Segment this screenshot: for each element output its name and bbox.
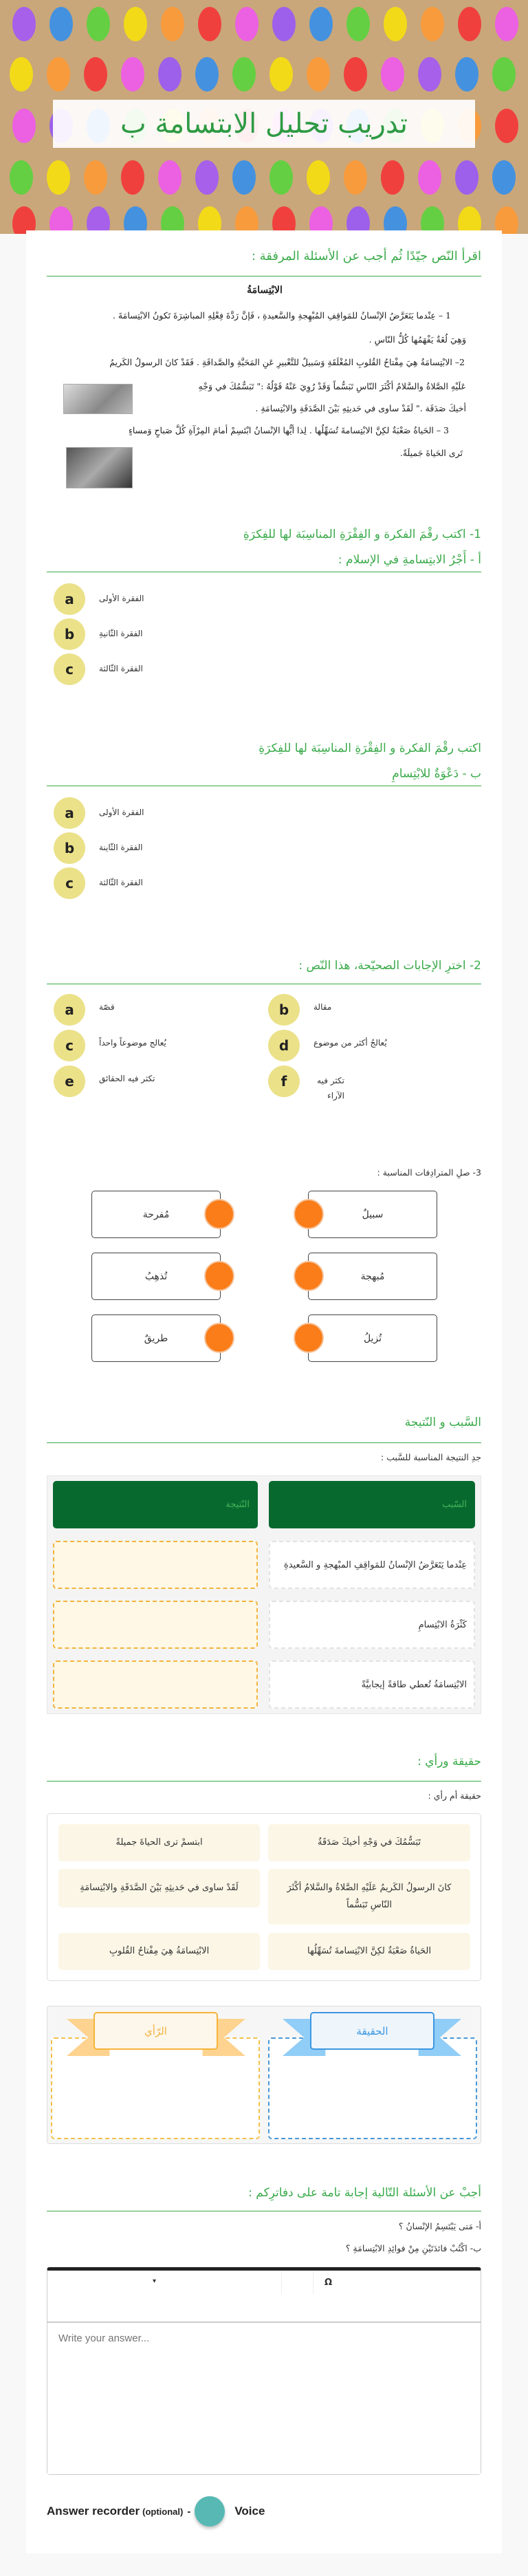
written-heading: أجبْ عن الأسئلة التّالية إجابة تامة على دفاترِكم : bbox=[248, 2186, 481, 2200]
q2-heading: 2- اخترِ الإجابات الصحيّحة، هذا النّص : bbox=[298, 959, 481, 973]
banner-dot bbox=[272, 7, 296, 41]
banner-dot bbox=[458, 7, 481, 41]
effect-dropzone[interactable] bbox=[53, 1601, 258, 1649]
banner-dot bbox=[309, 206, 333, 234]
statement-card[interactable]: الحَياةُ صَعْبَةٌ لكِنَّ الابْتِسامةَ تُسَهِّلُها bbox=[268, 1933, 470, 1970]
recorder-optional: (optional) bbox=[142, 2506, 184, 2517]
option-label: الفقرة الثّالثة bbox=[99, 664, 143, 673]
cause-item[interactable]: كَثْرَةُ الابْتِسامِ bbox=[269, 1601, 475, 1649]
statement-card[interactable]: لَقَدْ ساوى في حَديثِهِ بَيْنَ الصَّدَقَةِ والابْتِسامَةِ bbox=[58, 1869, 260, 1907]
banner-dot bbox=[124, 7, 147, 41]
divider bbox=[47, 1781, 481, 1782]
match-item-left[interactable]: تُذهِبُ bbox=[91, 1253, 221, 1300]
banner-dot bbox=[455, 160, 478, 195]
option-label: مقالة bbox=[314, 1002, 332, 1012]
answer-recorder bbox=[47, 2496, 265, 2526]
banner-dot bbox=[235, 206, 258, 234]
match-connector-handle[interactable] bbox=[294, 1261, 324, 1291]
match-item-left[interactable]: طريقٌ bbox=[91, 1314, 221, 1362]
smiling-child-photo bbox=[63, 384, 133, 414]
option-c-button[interactable]: c bbox=[54, 867, 85, 899]
passage-line: وَهِيَ لُغَةٌ يَفْهَمُها كُلُّ النّاسِ . bbox=[368, 334, 466, 345]
statement-card[interactable]: ابتسمْ ترى الحياةَ جميلةً bbox=[58, 1824, 260, 1861]
q1b-heading-line2: ب - دَعْوَةٌ للابْتِسامِ bbox=[392, 767, 481, 781]
cause-effect-heading: السَّبب و النّتيجة bbox=[404, 1416, 481, 1429]
banner-dot bbox=[198, 7, 221, 41]
banner-dot bbox=[458, 206, 481, 234]
banner-dot bbox=[307, 57, 330, 91]
option-b-button[interactable]: b bbox=[54, 832, 85, 864]
option-label: تكثر فيه الحقائق bbox=[99, 1074, 155, 1083]
option-label: يُعالج موضوعاً واحداً bbox=[99, 1038, 166, 1048]
banner-dot bbox=[455, 57, 478, 91]
option-label: الفقرة الثّانيةِ bbox=[99, 629, 143, 638]
banner-dot bbox=[344, 57, 367, 91]
title-box bbox=[53, 100, 475, 148]
cause-effect-subtitle: جدِ النتيجة المناسبة للسَّبب : bbox=[381, 1452, 481, 1462]
passage-line: 3 – الحَياةُ صَعْبَةٌ لكِنَّ الابْتِسامةَ تُسَهِّلُها . لِذا أيُّها الإنْسانُ ابْتَسِمْ أمامَ المِرْآةِ كُلَّ صَباحٍ وَمساءٍ bbox=[128, 425, 449, 435]
banner-dot bbox=[384, 206, 407, 234]
voice-label: Voice bbox=[234, 2504, 265, 2518]
cause-item[interactable]: الابْتِسامَةُ تُعطي طاقةً إيجابيَّةً bbox=[269, 1660, 475, 1709]
option-d-button[interactable]: d bbox=[268, 1030, 300, 1061]
banner-dot bbox=[12, 7, 36, 41]
option-label: يُعالجُ أكثر من موضوع bbox=[314, 1038, 387, 1048]
q1b-heading-line1: اكتب رقْمَ الفكرة و الفِقْرَةِ المناسِبَة لها للفِكرَةِ bbox=[258, 742, 481, 755]
column-header-cause: السّبب bbox=[269, 1481, 475, 1528]
banner-dot bbox=[346, 7, 370, 41]
banner-dot bbox=[50, 7, 73, 41]
option-f-button[interactable]: f bbox=[268, 1065, 300, 1097]
option-a-button[interactable]: a bbox=[54, 797, 85, 829]
banner-dot bbox=[195, 57, 219, 91]
option-label: قصّة bbox=[99, 1002, 115, 1012]
banner-dot bbox=[84, 160, 107, 195]
toolbar-separator bbox=[313, 2273, 314, 2295]
banner-dot bbox=[87, 7, 110, 41]
banner-dot bbox=[10, 160, 33, 195]
banner-dot bbox=[84, 57, 107, 91]
option-label: الفقرة الأولى bbox=[99, 594, 144, 603]
match-connector-handle[interactable] bbox=[204, 1199, 234, 1229]
banner-dot bbox=[124, 206, 147, 234]
banner-dot bbox=[421, 206, 444, 234]
banner-dot bbox=[47, 57, 70, 91]
banner-dot bbox=[495, 109, 518, 143]
statement-card[interactable]: كانَ الرسولُ الكَريمُ عَلَيْهِ الصَّلاةُ والسَّلامُ أكْثَرَ النّاسِ تَبَسُّماً bbox=[268, 1869, 470, 1925]
editor-toolbar bbox=[47, 2271, 481, 2323]
banner-dot bbox=[235, 7, 258, 41]
banner-dot bbox=[158, 160, 182, 195]
cause-item[interactable]: عِنْدما يَتَعَرَّضُ الإنْسانُ للمَواقِفِ المبْهجةِ و السَّعيدةِ bbox=[269, 1541, 475, 1589]
banner-dot bbox=[307, 160, 330, 195]
banner-dot bbox=[495, 206, 518, 234]
match-connector-handle[interactable] bbox=[294, 1199, 324, 1229]
effect-dropzone[interactable] bbox=[53, 1660, 258, 1709]
statement-card[interactable]: الابْتِسامَةُ هِيَ مِفْتاحُ القُلوبِ bbox=[58, 1933, 260, 1970]
match-connector-handle[interactable] bbox=[204, 1261, 234, 1291]
special-character-icon[interactable]: Ω bbox=[324, 2277, 333, 2288]
banner-dot bbox=[421, 7, 444, 41]
banner-dot bbox=[384, 7, 407, 41]
match-item-right[interactable]: مُبهجة bbox=[308, 1253, 437, 1300]
banner-dot bbox=[381, 57, 404, 91]
banner-dot bbox=[495, 7, 518, 41]
option-label: الفقرة الأولى bbox=[99, 808, 144, 817]
q1a-heading-line1: 1- اكتب رقْمَ الفكرة و الفِقْرَةِ المناسِبَة لها للفِكرَةِ bbox=[243, 528, 481, 541]
question-b: ب- اكْتُبْ فائدَتَيْنِ مِنْ فوائِدِ الابْتِسامَةِ ؟ bbox=[345, 2243, 481, 2253]
fact-opinion-heading: حقيقة ورأي : bbox=[417, 1755, 481, 1768]
passage-line: 1 – عِنْدما يَتَعَرَّضُ الإنْسانُ للمَواقِفِ المُبْهِجةِ والسَّعيدةِ ، فَإنَّ رَدَّةَ فِعْلِهِ المباشِرَةَ تَكونُ الابْتِسامَةَ . bbox=[112, 310, 451, 321]
match-item-right[interactable]: سبيلٌ bbox=[308, 1191, 437, 1238]
smiling-girl-photo bbox=[66, 447, 133, 488]
banner-dot bbox=[270, 160, 293, 195]
banner-dot bbox=[272, 206, 296, 234]
banner-dot bbox=[158, 57, 182, 91]
option-label: الفقرة الثّالثة bbox=[99, 878, 143, 887]
banner-dot bbox=[418, 160, 441, 195]
reading-instruction: اقرأ النّص جيّدًا ثُم أجب عن الأسئلة المرفقة : bbox=[251, 249, 481, 263]
toolbar-separator bbox=[281, 2273, 282, 2295]
banner-dot bbox=[161, 206, 184, 234]
recorder-label: Answer recorder bbox=[47, 2504, 140, 2518]
passage-title: الابْتِسامَةُ bbox=[247, 285, 283, 296]
q3-label: 3- صلِ المترادِفات المناسبة : bbox=[377, 1167, 481, 1178]
fact-opinion-subtitle: حقيقة أم رأي : bbox=[428, 1790, 481, 1801]
effect-dropzone[interactable] bbox=[53, 1541, 258, 1589]
match-item-left[interactable]: مُفرحة bbox=[91, 1191, 221, 1238]
passage-line: أخيكَ صَدَقَة ." لَقَدْ ساوى في حَديثِهِ بَيْنَ الصَّدَقَةِ والابْتِسامَةِ . bbox=[255, 403, 466, 413]
divider bbox=[47, 1442, 481, 1443]
banner-dot bbox=[346, 206, 370, 234]
fact-label: الحقيقة bbox=[310, 2012, 434, 2050]
banner-dot bbox=[121, 57, 144, 91]
banner-dot bbox=[418, 57, 441, 91]
answer-textarea[interactable] bbox=[47, 2324, 481, 2474]
banner-dot bbox=[198, 206, 221, 234]
banner-dot bbox=[195, 160, 219, 195]
match-item-right[interactable]: تُزيلُ bbox=[308, 1314, 437, 1362]
format-dropdown-arrow-icon[interactable]: ▾ bbox=[153, 2277, 157, 2285]
banner-dot bbox=[232, 160, 256, 195]
banner-dot bbox=[121, 160, 144, 195]
divider bbox=[47, 276, 481, 277]
opinion-label: الرّأي bbox=[94, 2012, 218, 2050]
banner-dot bbox=[87, 206, 110, 234]
q1a-heading-line2: أ - أَجْرُ الابتِسامةِ في الإسلام : bbox=[338, 553, 481, 567]
option-c-button[interactable]: c bbox=[54, 1030, 85, 1061]
banner-dot bbox=[47, 160, 70, 195]
passage-line: تَرى الحَياةَ جَميلَةً. bbox=[399, 448, 463, 458]
option-a-button[interactable]: a bbox=[54, 583, 85, 615]
banner-dot bbox=[50, 206, 73, 234]
recorder-dash: - bbox=[187, 2505, 191, 2518]
record-button[interactable] bbox=[195, 2496, 225, 2526]
question-a: أ- مَتى يَبْتَسِمُ الإنْسانُ ؟ bbox=[398, 2221, 481, 2231]
passage-line: عَلَيْهِ الصَّلاةُ والسَّلامُ أكْثَرَ النّاسِ تَبَسُّماً وَقَدْ رُوِيَ عَنْهُ قَوْلُهُ :" تَبَسُّمُكَ في وَجْهِ bbox=[198, 381, 466, 391]
option-label: الفقرة الثّاينة bbox=[99, 843, 143, 852]
passage-line: 2– الابْتِسامَةُ هِيَ مِفْتاحُ القُلوبِ المُغْلَقَةِ وَسَبيلٌ للتَّعْبيرِ عَنِ المَحَبَّةِ والصَّداقَةِ . فَقَدْ كانَ الرسولُ الكَريمُ bbox=[109, 357, 465, 367]
option-c-button[interactable]: c bbox=[54, 653, 85, 685]
option-b-button[interactable]: b bbox=[54, 618, 85, 650]
banner-dot bbox=[12, 109, 36, 143]
banner-dot bbox=[10, 57, 33, 91]
banner-dot bbox=[232, 57, 256, 91]
banner-dot bbox=[12, 206, 36, 234]
banner-dot bbox=[492, 57, 516, 91]
banner-dot bbox=[492, 160, 516, 195]
match-connector-handle[interactable] bbox=[204, 1323, 234, 1353]
banner-dot bbox=[309, 7, 333, 41]
banner-dot bbox=[344, 160, 367, 195]
banner-dot bbox=[381, 160, 404, 195]
option-b-button[interactable]: b bbox=[268, 994, 300, 1026]
statement-card[interactable]: تَبَسُّمُكَ في وَجْهِ أخيكَ صَدَقَةٌ bbox=[268, 1824, 470, 1861]
option-a-button[interactable]: a bbox=[54, 994, 85, 1026]
banner-dot bbox=[161, 7, 184, 41]
banner-dot bbox=[270, 57, 293, 91]
option-e-button[interactable]: e bbox=[54, 1065, 85, 1097]
worksheet-card bbox=[26, 230, 502, 2553]
page-title: تدريب تحليل الابتسامة ب bbox=[120, 108, 408, 140]
column-header-effect: النّتيجة bbox=[53, 1481, 258, 1528]
match-connector-handle[interactable] bbox=[294, 1323, 324, 1353]
option-label: تكثر فيه الآراء bbox=[317, 1076, 344, 1101]
